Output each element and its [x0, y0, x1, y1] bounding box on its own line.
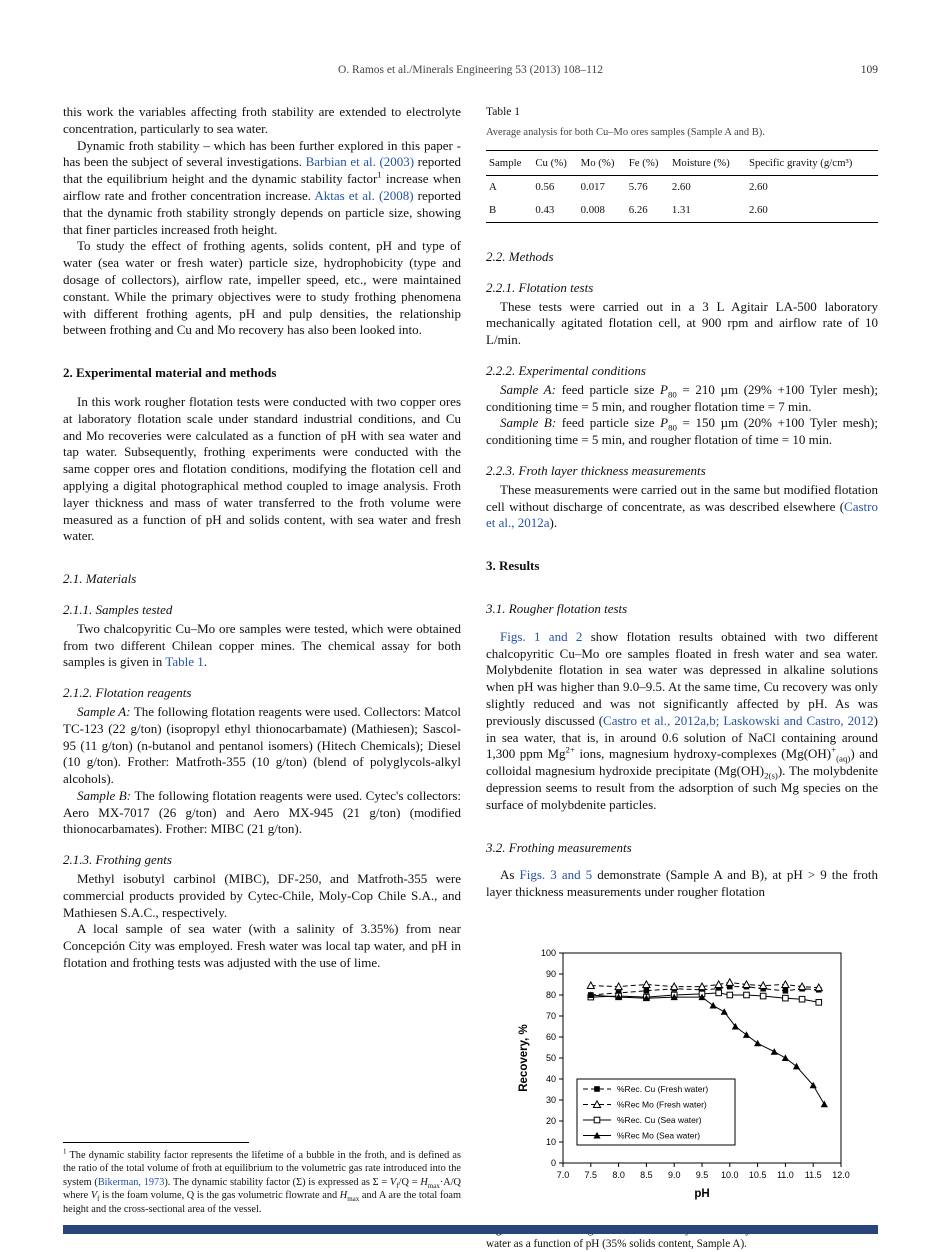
text-run: = 210 µm (29% +100 Tyler mesh); conditioning time = 5 min, and rougher flotation time = 7 min. [486, 381, 878, 414]
svg-text:9.0: 9.0 [667, 1169, 681, 1180]
text-run: ) in sea water, that is, in around 0.6 solution of NaCl containing around 1,300 ppm Mg [486, 712, 878, 762]
table-cell: 0.017 [580, 181, 605, 194]
text-run: + [831, 744, 837, 755]
subsubsection-heading [63, 852, 461, 869]
table-cell: A [489, 181, 497, 194]
table-1 [486, 104, 878, 223]
svg-text:60: 60 [545, 1031, 556, 1042]
y-axis-label: Recovery, % [518, 1024, 530, 1092]
text-run: These tests were carried out in a 3 L Agitair LA-500 laboratory mechanically agitated flotation cell, at 900 rpm and airflow rate of 10 L/min. [486, 298, 878, 348]
text-run: H [420, 1176, 428, 1188]
table-cell: 0.56 [535, 181, 555, 194]
svg-text:9.5: 9.5 [695, 1169, 709, 1180]
text-run: 3. Results [486, 558, 540, 574]
text-run: demonstrate (Sample A and B), at pH > 9 the froth layer thickness measurements under rougher flotation [486, 867, 879, 900]
text-run: f [97, 1195, 100, 1204]
text-run: Sample B: [500, 415, 562, 431]
paragraph [486, 867, 878, 901]
column-header: Cu (%) [532, 150, 577, 176]
text-run: ions, magnesium hydroxy-complexes (Mg(OH) [574, 746, 832, 762]
text-run: f [396, 1181, 399, 1190]
text-run: 2.2.2. Experimental conditions [486, 362, 646, 378]
subsubsection-heading [486, 463, 878, 480]
running-title: O. Ramos et al./Minerals Engineering 53 (2013) 108–112 [338, 64, 603, 76]
text-run: reported that the dynamic froth stability strongly depends on particle size, showing that finer particles increased froth height. [63, 187, 461, 237]
left-column [63, 104, 461, 1252]
subsubsection-heading [63, 685, 461, 702]
text-run: 3.1. Rougher flotation tests [486, 600, 628, 616]
paragraph [63, 871, 461, 921]
recovery-vs-ph-chart [515, 941, 849, 1209]
svg-text:11.0: 11.0 [776, 1169, 794, 1180]
text-run: P [660, 415, 669, 431]
text-run: 2(s) [764, 770, 778, 781]
svg-text:20: 20 [545, 1115, 556, 1126]
text-run: 2.2.1. Flotation tests [486, 279, 594, 295]
text-run: 2.1.2. Flotation reagents [63, 685, 192, 701]
text-run: 80 [668, 422, 677, 433]
text-run: (aq) [836, 753, 851, 764]
paragraph [486, 629, 878, 814]
table-cell: 0.43 [532, 199, 577, 222]
paragraph [63, 704, 461, 788]
text-run: V [390, 1176, 397, 1188]
text-run: 2.1.1. Samples tested [63, 601, 173, 617]
table-label: Table 1 [486, 106, 521, 118]
text-run: ·A/Q where [63, 1176, 461, 1202]
legend-entry: %Rec. Cu (Sea water) [617, 1114, 702, 1125]
citation-link[interactable]: Aktas et al. (2008) [314, 187, 414, 203]
text-run: is the foam volume, Q is the gas volumetric flowrate and [99, 1190, 340, 1202]
text-run: 80 [667, 389, 677, 400]
citation-link[interactable]: Figs. 3 and 5 [519, 867, 593, 883]
paragraph [63, 238, 461, 339]
bottom-banner-bar [63, 1225, 878, 1234]
table-cell: 6.26 [626, 199, 669, 222]
table-cell: 1.31 [669, 199, 746, 222]
paragraph [63, 921, 461, 971]
text-run: H [339, 1190, 348, 1202]
subsection-heading [486, 840, 878, 857]
text-run: max [347, 1195, 360, 1204]
paragraph [486, 299, 878, 349]
svg-text:12.0: 12.0 [832, 1169, 850, 1180]
two-column-body [63, 104, 878, 1252]
citation-link[interactable]: Bikerman, 1973 [97, 1176, 165, 1188]
text-run: Methyl isobutyl carbinol (MIBC), DF-250, and Matfroth-355 were commercial products provided by Cytec-Chile, Moly-Cop Chile S.A., and Mathiesen S.A.C., respectively. [63, 871, 461, 920]
text-run: A local sample of sea water (with a salinity of 3.35%) from near Concepción City was employed. Fresh water was local tap water, and pH in flotation and frothing tests was adjusted with the use of lime. [63, 921, 461, 971]
text-run: 1 [63, 1147, 67, 1156]
paragraph [63, 788, 461, 838]
text-run: 2.2. Methods [486, 248, 554, 264]
text-run: Dynamic froth stability – which has been further explored in this paper - has been the subject of several investigations. [63, 137, 461, 170]
text-run: 2.2.3. Froth layer thickness measurements [486, 462, 706, 478]
text-run: = 150 µm (20% +100 Tyler mesh); conditioning time = 5 min, and rougher flotation of time = 10 min. [486, 415, 878, 448]
text-run: ). The molybdenite depression seems to result from the adsorption of such Mg species on the surface of molybdenite particles. [486, 763, 879, 812]
section-heading [63, 365, 461, 382]
svg-text:10.0: 10.0 [721, 1169, 739, 1180]
text-run: To study the effect of frothing agents, solids content, pH and type of water (sea water or fresh water) particle size, hydrophobicity (type and dosage of collectors), airflow rate, impeller speed, etc., were maintained constant. While the primary objectives were to study frothing phenomena with different frothing agents, pH and pulp densities, the relationship between frothing and Cu and Mo recovery has also been looked into. [63, 238, 461, 338]
citation-link[interactable]: Castro et al., 2012a [486, 498, 878, 531]
text-run: In this work rougher flotation tests were conducted with two copper ores at laboratory flotation scale under standard industrial conditions, and Cu and Mo recoveries were calculated as a function of pH with sea water and tap water. Subsequently, frothing experiments were conducted with the same copper ores and flotation conditions, modifying the flotation cell and applying a digital photographical method coupled to image analysis. Froth layer thickness and mass of water transferred to the froth volume were measured as a function of pH and solids content, with sea water and fresh water. [63, 393, 461, 544]
text-run: The following flotation reagents were used. Collectors: Matcol TC-123 (22 g/ton) (isopropyl ethyl thionocarbamate) (Mathiesen); Sascol-95 (11 g/ton) (n-butanol and pentanol isomers) (Hitech Chemicals); Diesel (10 g/ton). Frother: Matfroth-355 (10 g/ton) (blend of polyglycols-alkyl alcohols). [63, 703, 462, 787]
paragraph [63, 104, 461, 138]
svg-text:8.5: 8.5 [640, 1169, 653, 1180]
table-cell: 2.60 [748, 181, 768, 194]
paragraph [63, 621, 461, 671]
svg-text:8.0: 8.0 [612, 1169, 625, 1180]
svg-text:90: 90 [545, 968, 556, 979]
text-run: . [203, 654, 207, 670]
paragraph [486, 415, 878, 449]
svg-text:80: 80 [545, 989, 556, 1000]
text-run: and A are the total foam height and the cross-sectional area of the vessel. [63, 1190, 461, 1215]
citation-link[interactable]: Figs. 1 and 2 [500, 628, 583, 644]
text-run: /Q = [398, 1176, 421, 1188]
svg-text:11.5: 11.5 [804, 1169, 822, 1180]
section-heading [486, 558, 878, 575]
text-run: increase when airflow rate and frother concentration increase. [63, 171, 461, 203]
text-run: 2.1. Materials [63, 571, 137, 587]
svg-text:0: 0 [550, 1157, 556, 1168]
text-run: feed particle size [561, 415, 661, 431]
column-header: Sample [486, 150, 532, 176]
figure-1-chart-area [486, 941, 878, 1209]
text-run: The following flotation reagents were used. Cytec's collectors: Aero MX-7017 (26 g/ton) and Aero MX-945 (21 g/ton) (modified thionocarbamates). Frother: MIBC (21 g/ton). [63, 787, 462, 837]
text-run: 2+ [565, 744, 575, 755]
svg-text:40: 40 [545, 1073, 556, 1084]
text-run: this work the variables affecting froth stability are extended to electrolyte concentration, particularly to sea water. [63, 104, 461, 136]
column-header: Fe (%) [626, 150, 669, 176]
table-cell: 2.60 [746, 199, 878, 222]
text-run: Sample A: [500, 381, 562, 397]
svg-text:100: 100 [540, 947, 556, 958]
text-run: These measurements were carried out in the same but modified flotation cell without discharge of concentrate, as was described elsewhere ( [486, 481, 878, 514]
citation-link[interactable]: Castro et al., 2012a,b; Laskowski and Castro, 2012 [603, 712, 874, 728]
table-row [486, 199, 878, 222]
legend-entry: %Rec. Cu (Fresh water) [617, 1083, 709, 1094]
page-number: 109 [860, 64, 878, 76]
text-run: V [90, 1190, 98, 1202]
citation-link[interactable]: Table 1 [165, 654, 204, 670]
text-run: 2.1.3. Frothing gents [63, 852, 172, 868]
text-run: 3.2. Frothing measurements [486, 839, 632, 855]
text-run: Sample B: [77, 787, 135, 803]
text-run: reported that the equilibrium height and the dynamic stability factor [63, 154, 461, 187]
subsubsection-heading [486, 363, 878, 380]
text-run: Two chalcopyritic Cu–Mo ore samples were tested, which were obtained from two different Chilean copper mines. The chemical assay for both samples is given in [63, 620, 461, 670]
paragraph [63, 394, 461, 545]
column-header: Moisture (%) [669, 150, 746, 176]
svg-text:50: 50 [545, 1052, 556, 1063]
running-head [63, 64, 878, 80]
text-run: Sample A: [77, 703, 134, 719]
table-cell: 0.008 [578, 199, 626, 222]
subsection-heading [63, 571, 461, 588]
text-run: 1 [377, 169, 382, 180]
citation-link[interactable]: Barbian et al. (2003) [305, 154, 415, 170]
x-axis-label: pH [694, 1187, 710, 1200]
text-run: P [660, 381, 668, 397]
figure-1 [486, 941, 878, 1252]
svg-text:7.5: 7.5 [584, 1169, 598, 1180]
subsubsection-heading [63, 602, 461, 619]
footnote-area [63, 1142, 461, 1216]
paragraph [486, 482, 878, 532]
table-1-grid [486, 150, 878, 223]
footnote [63, 1149, 461, 1216]
legend-entry: %Rec Mo (Sea water) [617, 1130, 701, 1141]
svg-text:10.5: 10.5 [748, 1169, 767, 1180]
figure-caption-text: water as a function of pH (35% solids content, Sample A). [486, 1238, 747, 1251]
paragraph [486, 382, 878, 416]
table-cell: 2.60 [671, 181, 691, 194]
footnote-rule [63, 1142, 249, 1143]
table-row [486, 176, 878, 199]
subsection-heading [486, 601, 878, 618]
subsubsection-heading [486, 280, 878, 297]
paragraph [63, 138, 461, 239]
table-cell: 5.76 [628, 181, 648, 194]
svg-text:30: 30 [545, 1094, 556, 1105]
text-run: As [500, 867, 520, 883]
svg-text:7.0: 7.0 [556, 1169, 570, 1180]
svg-text:10: 10 [545, 1136, 556, 1147]
text-run: 2. Experimental material and methods [63, 365, 277, 381]
legend-entry: %Rec Mo (Fresh water) [617, 1099, 707, 1110]
text-run: ). The dynamic stability factor (Σ) is expressed as Σ = [164, 1176, 391, 1188]
column-header: Mo (%) [578, 150, 626, 176]
text-run: show flotation results obtained with two different chalcopyritic Cu–Mo ore samples floated in fresh water and sea water. Molybdenite flotation in sea water was depressed in alkaline solutions when pH was higher than 9.0–9.5. At the same time, Cu recovery was only slightly reduced and was not significantly affected by pH. As was previously discussed ( [486, 628, 879, 728]
text-run: max [427, 1181, 440, 1190]
svg-text:70: 70 [545, 1010, 556, 1021]
text-run: The dynamic stability factor represents the lifetime of a bubble in the froth, and is defined as the ratio of the total volume of froth at equilibrium to the volumetric gas rate introduced into the system ( [63, 1149, 461, 1188]
text-run: ) and colloidal magnesium hydroxide precipitate (Mg(OH) [486, 746, 878, 779]
right-column [486, 104, 878, 1252]
text-run: ). [549, 515, 558, 531]
text-run: feed particle size [561, 381, 660, 397]
column-header: Specific gravity (g/cm³) [746, 150, 878, 176]
table-cell: B [486, 199, 532, 222]
subsection-heading [486, 249, 878, 266]
table-caption: Average analysis for both Cu–Mo ores samples (Sample A and B). [486, 126, 765, 138]
